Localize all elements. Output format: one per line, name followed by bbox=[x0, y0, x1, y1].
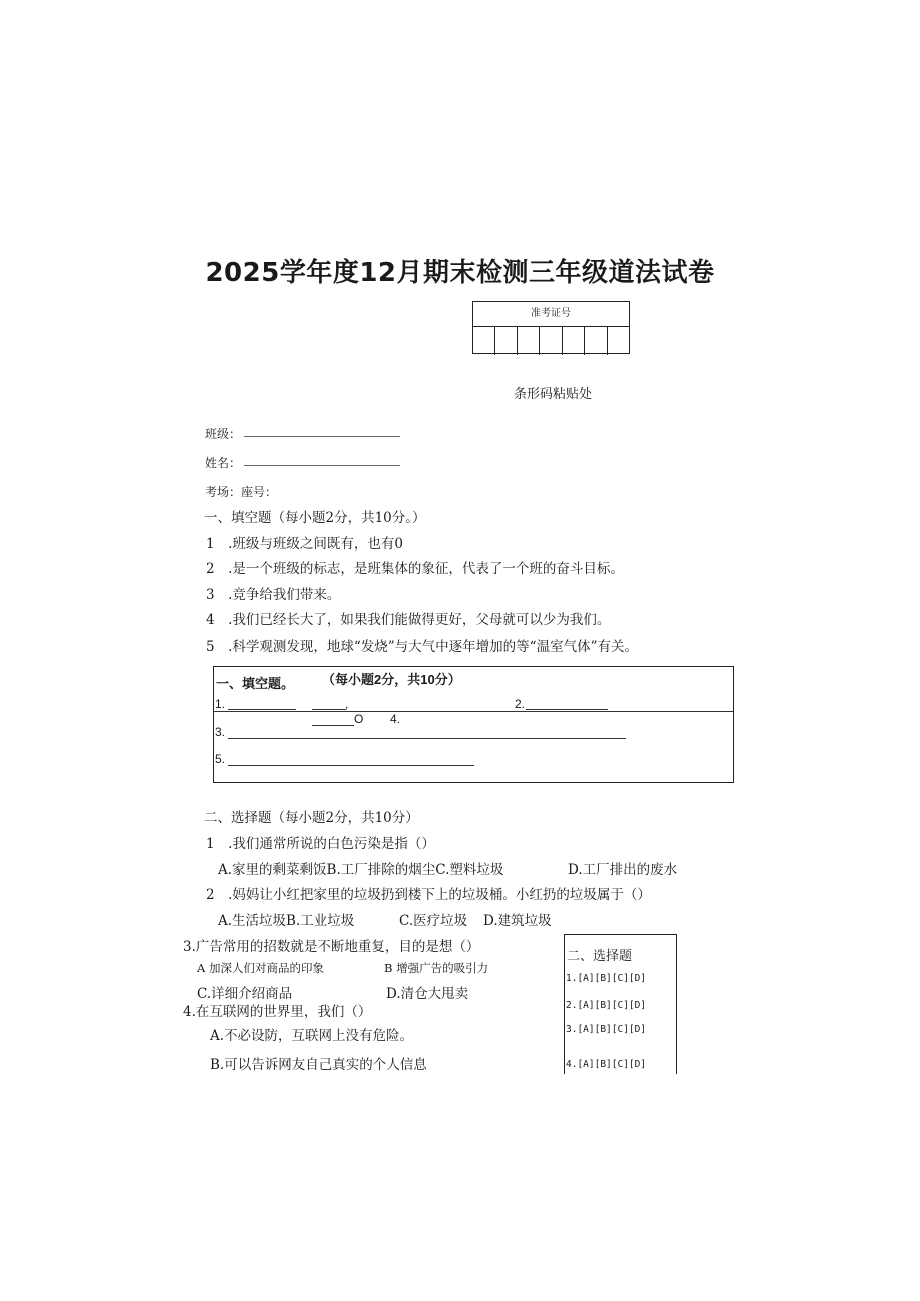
admission-digit-cell[interactable] bbox=[495, 327, 517, 355]
choice-question-2: 2 .妈妈让小红把家里的垃圾扔到楼下上的垃圾桶。小红扔的垃圾属于（） bbox=[206, 887, 651, 903]
answer-box1-title: 一、填空题。 bbox=[216, 676, 295, 691]
section1-heading: 一、填空题（每小题2分，共10分。） bbox=[204, 510, 426, 526]
admission-digit-cell[interactable] bbox=[585, 327, 607, 355]
fill-question: 1 .班级与班级之间既有，也有0 bbox=[206, 536, 403, 552]
answer-circle-mark: O bbox=[354, 712, 364, 726]
q4-option-a: A.不必设防，互联网上没有危险。 bbox=[210, 1028, 414, 1044]
admission-number-label: 准考证号 bbox=[473, 302, 629, 327]
name-field[interactable] bbox=[244, 465, 400, 466]
answer-row-4[interactable]: 4.[A][B][C][D] bbox=[566, 1059, 647, 1070]
admission-number-box bbox=[472, 301, 630, 354]
answer-blank-3b[interactable] bbox=[312, 725, 354, 726]
answer-label-2: 2. bbox=[515, 697, 526, 711]
q2-options-ab: A.生活垃圾B.工业垃圾 bbox=[218, 913, 355, 929]
q3-option-c: C.详细介绍商品 bbox=[197, 986, 293, 1002]
answer-box2-title: 二、选择题 bbox=[567, 949, 633, 964]
admission-digit-cell[interactable] bbox=[563, 327, 585, 355]
choice-question-4: 4.在互联网的世界里，我们（） bbox=[183, 1004, 372, 1020]
answer-label-4: 4. bbox=[390, 712, 401, 726]
answer-blank-4[interactable] bbox=[296, 738, 626, 739]
answer-label-3: 3. bbox=[215, 725, 226, 739]
q3-option-a: A 加深人们对商品的印象 bbox=[197, 961, 324, 975]
answer-box1-note: （每小题2分，共10分） bbox=[322, 672, 461, 687]
answer-blank-2[interactable] bbox=[526, 709, 608, 710]
answer-blank-1b[interactable] bbox=[312, 709, 346, 710]
q1-option-d: D.工厂排出的废水 bbox=[568, 862, 678, 878]
q2-option-c: C.医疗垃圾 bbox=[399, 913, 468, 929]
answer-blank-5b[interactable] bbox=[296, 765, 474, 766]
barcode-area-label: 条形码粘贴处 bbox=[514, 387, 593, 402]
admission-digit-cell[interactable] bbox=[473, 327, 495, 355]
answer-row-3[interactable]: 3.[A][B][C][D] bbox=[566, 1024, 647, 1035]
q3-option-d: D.清仓大甩卖 bbox=[386, 986, 469, 1002]
q3-option-b: B 增强广告的吸引力 bbox=[384, 961, 489, 975]
admission-digit-cell[interactable] bbox=[540, 327, 562, 355]
section2-heading: 二、选择题（每小题2分，共10分） bbox=[204, 810, 419, 826]
q4-option-b: B.可以告诉网友自己真实的个人信息 bbox=[210, 1057, 427, 1073]
answer-row-2[interactable]: 2.[A][B][C][D] bbox=[566, 1000, 647, 1011]
fill-question: 4 .我们已经长大了，如果我们能做得更好，父母就可以少为我们。 bbox=[206, 612, 611, 628]
fill-question: 5 .科学观测发现，地球“发烧”与大气中逐年增加的等“温室气体”有关。 bbox=[206, 639, 638, 655]
admission-digit-cell[interactable] bbox=[608, 327, 629, 355]
fill-answer-box bbox=[213, 666, 734, 783]
fill-question: 2 .是一个班级的标志，是班集体的象征，代表了一个班的奋斗目标。 bbox=[206, 561, 624, 577]
page-title: 2025学年度12月期末检测三年级道法试卷 bbox=[205, 258, 715, 288]
answer-blank-3a[interactable] bbox=[228, 738, 296, 739]
answer-label-5: 5. bbox=[215, 752, 226, 766]
class-field[interactable] bbox=[244, 436, 400, 437]
choice-question-3: 3.广告常用的招数就是不断地重复，目的是想（） bbox=[183, 939, 480, 955]
room-seat-label: 考场：座号： bbox=[205, 485, 278, 499]
choice-answer-box bbox=[564, 934, 677, 1074]
admission-digit-cell[interactable] bbox=[518, 327, 540, 355]
answer-label-1: 1. bbox=[215, 697, 226, 711]
q2-option-d: D.建筑垃圾 bbox=[483, 913, 552, 929]
answer-comma: , bbox=[345, 697, 349, 711]
answer-blank-1a[interactable] bbox=[228, 709, 296, 710]
answer-row-1[interactable]: 1.[A][B][C][D] bbox=[566, 973, 647, 984]
answer-blank-5a[interactable] bbox=[228, 765, 296, 766]
fill-question: 3 .竞争给我们带来。 bbox=[206, 587, 341, 603]
name-label: 姓名： bbox=[205, 456, 242, 470]
choice-question-1: 1 .我们通常所说的白色污染是指（） bbox=[206, 836, 435, 852]
q1-options-abc: A.家里的剩菜剩饭B.工厂排除的烟尘C.塑料垃圾 bbox=[218, 862, 504, 878]
class-label: 班级： bbox=[205, 427, 242, 441]
